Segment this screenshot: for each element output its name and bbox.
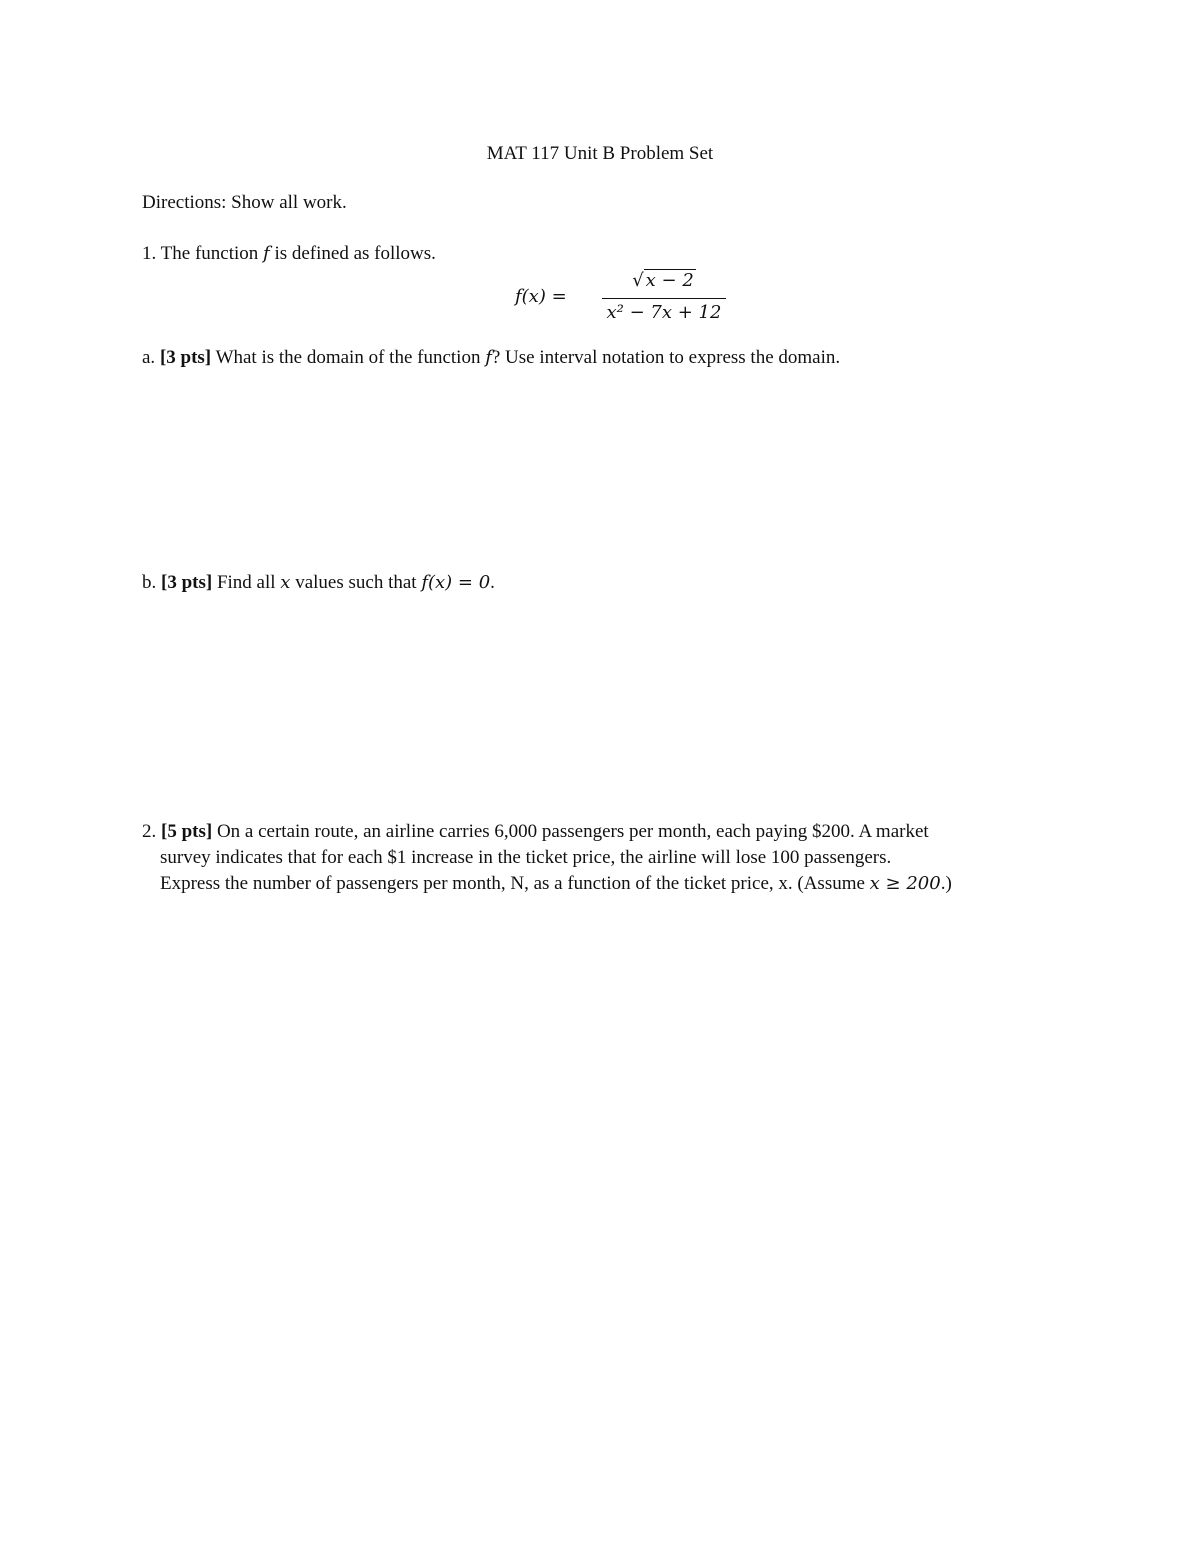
formula-lhs: f(x) = xyxy=(515,286,567,307)
question-1a-text-pre: What is the domain of the function xyxy=(215,347,481,368)
equation-fx-zero: f(x) = 0 xyxy=(421,572,491,593)
radical-sign: √ xyxy=(632,270,644,291)
question-1b-text-mid: values such that xyxy=(295,572,417,593)
variable-x: x xyxy=(280,572,291,593)
question-1a xyxy=(142,347,840,369)
question-2 xyxy=(142,819,952,897)
question-1b-text-pre: Find all xyxy=(216,572,276,593)
formula-denominator: x² − 7x + 12 xyxy=(606,302,722,323)
question-1b-points: [3 pts] xyxy=(161,572,213,593)
question-2-line-3-pre: Express the number of passengers per month, N, as a function of the ticket price, x. (Assume xyxy=(160,873,865,894)
question-2-line-1 xyxy=(142,819,952,845)
question-1-intro xyxy=(142,243,436,265)
question-1b-label: b. xyxy=(142,572,157,593)
question-2-points: [5 pts] xyxy=(161,821,213,842)
question-1b xyxy=(142,572,495,594)
formula-fraction xyxy=(602,270,726,328)
formula-numerator xyxy=(602,270,726,291)
function-formula xyxy=(515,270,722,330)
fraction-bar xyxy=(602,298,726,299)
question-2-line-1-text: On a certain route, an airline carries 6,000 passengers per month, each paying $200. A market xyxy=(216,821,929,842)
question-1a-points: [3 pts] xyxy=(159,347,212,368)
assumption-expression: x ≥ 200 xyxy=(869,873,941,894)
radicand: x − 2 xyxy=(645,270,694,291)
question-2-line-3 xyxy=(142,871,952,897)
question-1a-text-post: ? Use interval notation to express the domain. xyxy=(491,347,841,368)
question-2-line-3-post: .) xyxy=(940,873,952,894)
question-2-number: 2. xyxy=(142,821,157,842)
variable-f: f xyxy=(485,347,492,368)
question-2-line-2: survey indicates that for each $1 increase in the ticket price, the airline will lose 100 passengers. xyxy=(160,847,892,868)
question-1-intro-pre: The function xyxy=(160,243,259,264)
question-1-intro-post: is defined as follows. xyxy=(274,243,436,264)
question-1a-label: a. xyxy=(142,347,156,368)
directions: Directions: Show all work. xyxy=(142,192,347,213)
page-title: MAT 117 Unit B Problem Set xyxy=(486,143,714,164)
question-1-number: 1. xyxy=(142,243,157,264)
question-1b-text-post: . xyxy=(490,572,495,593)
variable-f: f xyxy=(263,243,270,264)
